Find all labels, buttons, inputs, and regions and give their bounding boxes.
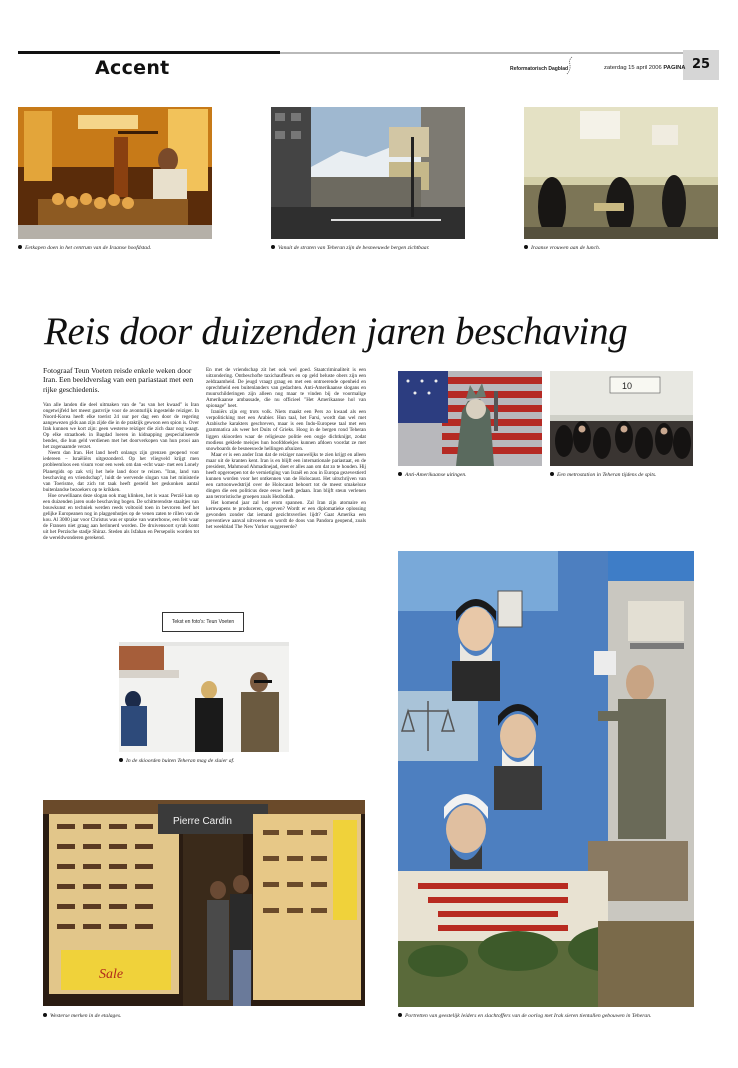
photo-tehran-street [271,107,465,239]
credit-text: Tekst en foto's: Teun Voeten [171,619,235,625]
page-number: 25 [692,57,711,72]
paragraph: Hoe orwelliaans deze slogan ook mag klinken, het is waar. Perzië kan op een duizenden jaren oude beschaving bogen. De schitterendste staaltjes van bouwkunst en techniek werden reeds voltooid toen in bevroren leef het gelijke Europeanen nog in plaggenhutjes op de venen zaten te rillen van de kou. Al 3000 jaar voor Christus was er sprake van waterbouw, een feit waar de Fransen niet graag aan herinnerd worden. De druivensoort syrah komt uit het Perzische stadje Shiraz. Steden als Isfahan en Persepolis worden tot de wereldwonderen gerekend. [43,492,199,542]
right-caption-2 [550,472,657,479]
caption-text: Westerse merken in de etalages. [50,1013,122,1019]
section-title: Accent [95,57,170,79]
shop-name-text: Pierre Cardin [173,816,232,827]
paragraph: Maar er is een ander Iran dat de reiziger nauwelijks te zien krijgt en alleen maar uit de kranten kent. Iran is en blijft een internationale pariastaat, en de president, Mahmoud Ahmadinejad, doet er alles aan om dat zo te houden. Hij heeft opgeroepen tot de vernietiging van Israël en zou in Europa gezevestierd kunnen worden voor het ontkennen van de Holocaust. Het uitschrijven van een cartoonwedstrijd over de Holocaust behoort tot de meest smakeloze dingen die een politicus deze eeuw heeft gedaan. Iran blijft steun verlenen aan terroristische groepen zoals Hezbollah. [206,451,366,500]
newspaper-logo-swirl [562,56,576,76]
newspaper-name: Reformatorisch Dagblad [510,66,569,72]
photo-food-vendor [18,107,212,239]
paragraph: Neem dan Iran. Het land heeft onlangs zijn grenzen geopend voor iedereen – Israëliërs uitgezonderd. Op het vliegveld krijgt men probleemloos een visum voor een week om dan -echt waar- met een Lonely Planetgids op zak vrij het hele land door te reizen. "Iran, land van beschaving en vriendschap", luidt de wervende slogan van het ministerie van Toerisme, dat zich tot taak heeft gesteld het geskonken aantal buitenlandse bezoekers op te krikken. [43,450,199,493]
shoe-caption [43,1013,121,1020]
caption-text: In de skioorden buiten Teheran mag de sluier af. [126,758,235,764]
ski-caption [119,758,235,765]
bullet-icon [18,245,22,249]
caption-text: Anti-Amerikaanse uitingen. [405,472,467,478]
metro-sign-text: 10 [622,381,633,391]
article-column-2 [206,367,366,530]
right-caption-1 [398,472,467,479]
caption-text: Een metrostation in Teheran tijdens de spits. [557,472,657,478]
bullet-icon [43,1013,47,1017]
photo-women-lunch [524,107,718,239]
bullet-icon [398,1013,402,1017]
bullet-icon [119,758,123,762]
mural-caption [398,1013,651,1020]
top-caption-3 [524,245,600,252]
pagina-label: PAGINA [663,65,686,71]
header-rule [18,51,280,54]
bullet-icon [398,472,402,476]
paragraph: En met de vriendschap zit het ook wel goed. Staatcriminaliteit is een uitzondering. Ontbeschofte taxichauffeurs en op geld beluste obers zijn een zeldzaamheid. De jeugd vraagt graag en met een ontroerende openheid en oprechtheid een buitenlanders van gedachten. Anti-Amerikaanse slogans en muurschilderingen zijn alleen nog maar te vinden bij de voormalige Amerikaanse ambassade, die nu officieel "Het Amerikaanse hol van spionage" heet. [206,367,366,410]
article-headline: Reis door duizenden jaren beschaving [44,310,628,353]
caption-text: Iraanse vrouwen aan de lunch. [531,245,601,251]
caption-text: Portretten van geestelijk leiders en slachtoffers van de oorlog met Irak sieren tientallen gebouwen in Teheran. [405,1013,652,1019]
shop-sale-text: Sale [99,967,124,982]
credit-box [162,612,244,632]
caption-text: Vanuit de straten van Teheran zijn de besneeuwde bergen zichtbaar. [278,245,430,251]
header-rule-gray [280,52,684,54]
photo-ski-resort [119,642,289,752]
article-column-1 [43,402,199,541]
bullet-icon [524,245,528,249]
top-caption-2 [271,245,430,252]
photo-anti-american-mural [398,371,542,466]
paragraph: Iraniërs zijn erg trots volk. Niets maakt een Pers zo kwaad als een verpoliticking met een Arabier. Hun taal, het Farsi, wordt dan wel met Arabische karakters geschreven, maar is een Indo-Europese taal met een grammatica als weer het Duits of Grieks. Hoog in de bergen rond Teheran liggen skioorden waar de religieuze politie een oogje dichtknijpt, zodat modieus geklede meisjes hun hoofddoekjes kunnen afdoen voordat ze met snowboards de besneeuwde hellingen afsuizen. [206,409,366,452]
photo-martyr-mural [398,551,694,1007]
paragraph: Het komend jaar zal het erom spannen. Zal Iran zijn atomaire en kernwapens te produceren, opgeven? Wordt er een diplomatieke oplossing gevonden zonder dat iemand gezichtsverlies lijdt? Gaat Amerika een preventieve aanval uitvoeren en wordt de doos van Pandora geopend, zoals het weekblad The New Yorker suggereerde? [206,500,366,531]
article-lead: Fotograaf Teun Voeten reisde enkele weken door Iran. Een beeldverslag van een pariastaat met een rijke geschiedenis. [43,366,194,394]
header-date [604,65,685,71]
caption-text: Eetkapen doen in het centrum van de Iraanse hoofdstad. [25,245,152,251]
paragraph: Van alle landen die deel uitmaken van de "as van het kwaad" is Iran ongetwijfeld het meest gastvrije voor de avonturlijk ingestelde reiziger. In Noord-Korea heeft elke toerist 24 uur per dag een door de regering aangewezen gids aan zijn zijde die in de praktijk gewoon een spion is. Over Irak kunnen we kort zijn: geen westerse reiziger die zich daar nog waagt. Op elke straathoek in Bagdad loeren in kidnapping gespecialiseerde bendes, die hun geld verdienen met het doorverkopen van hun prooi aan het zogenaamde verzet. [43,402,199,451]
date-text: zaterdag 15 april 2006 [604,65,662,71]
top-caption-1 [18,245,151,252]
photo-shoe-shop [43,800,365,1006]
bullet-icon [271,245,275,249]
photo-metro-station [550,371,693,466]
bullet-icon [550,472,554,476]
